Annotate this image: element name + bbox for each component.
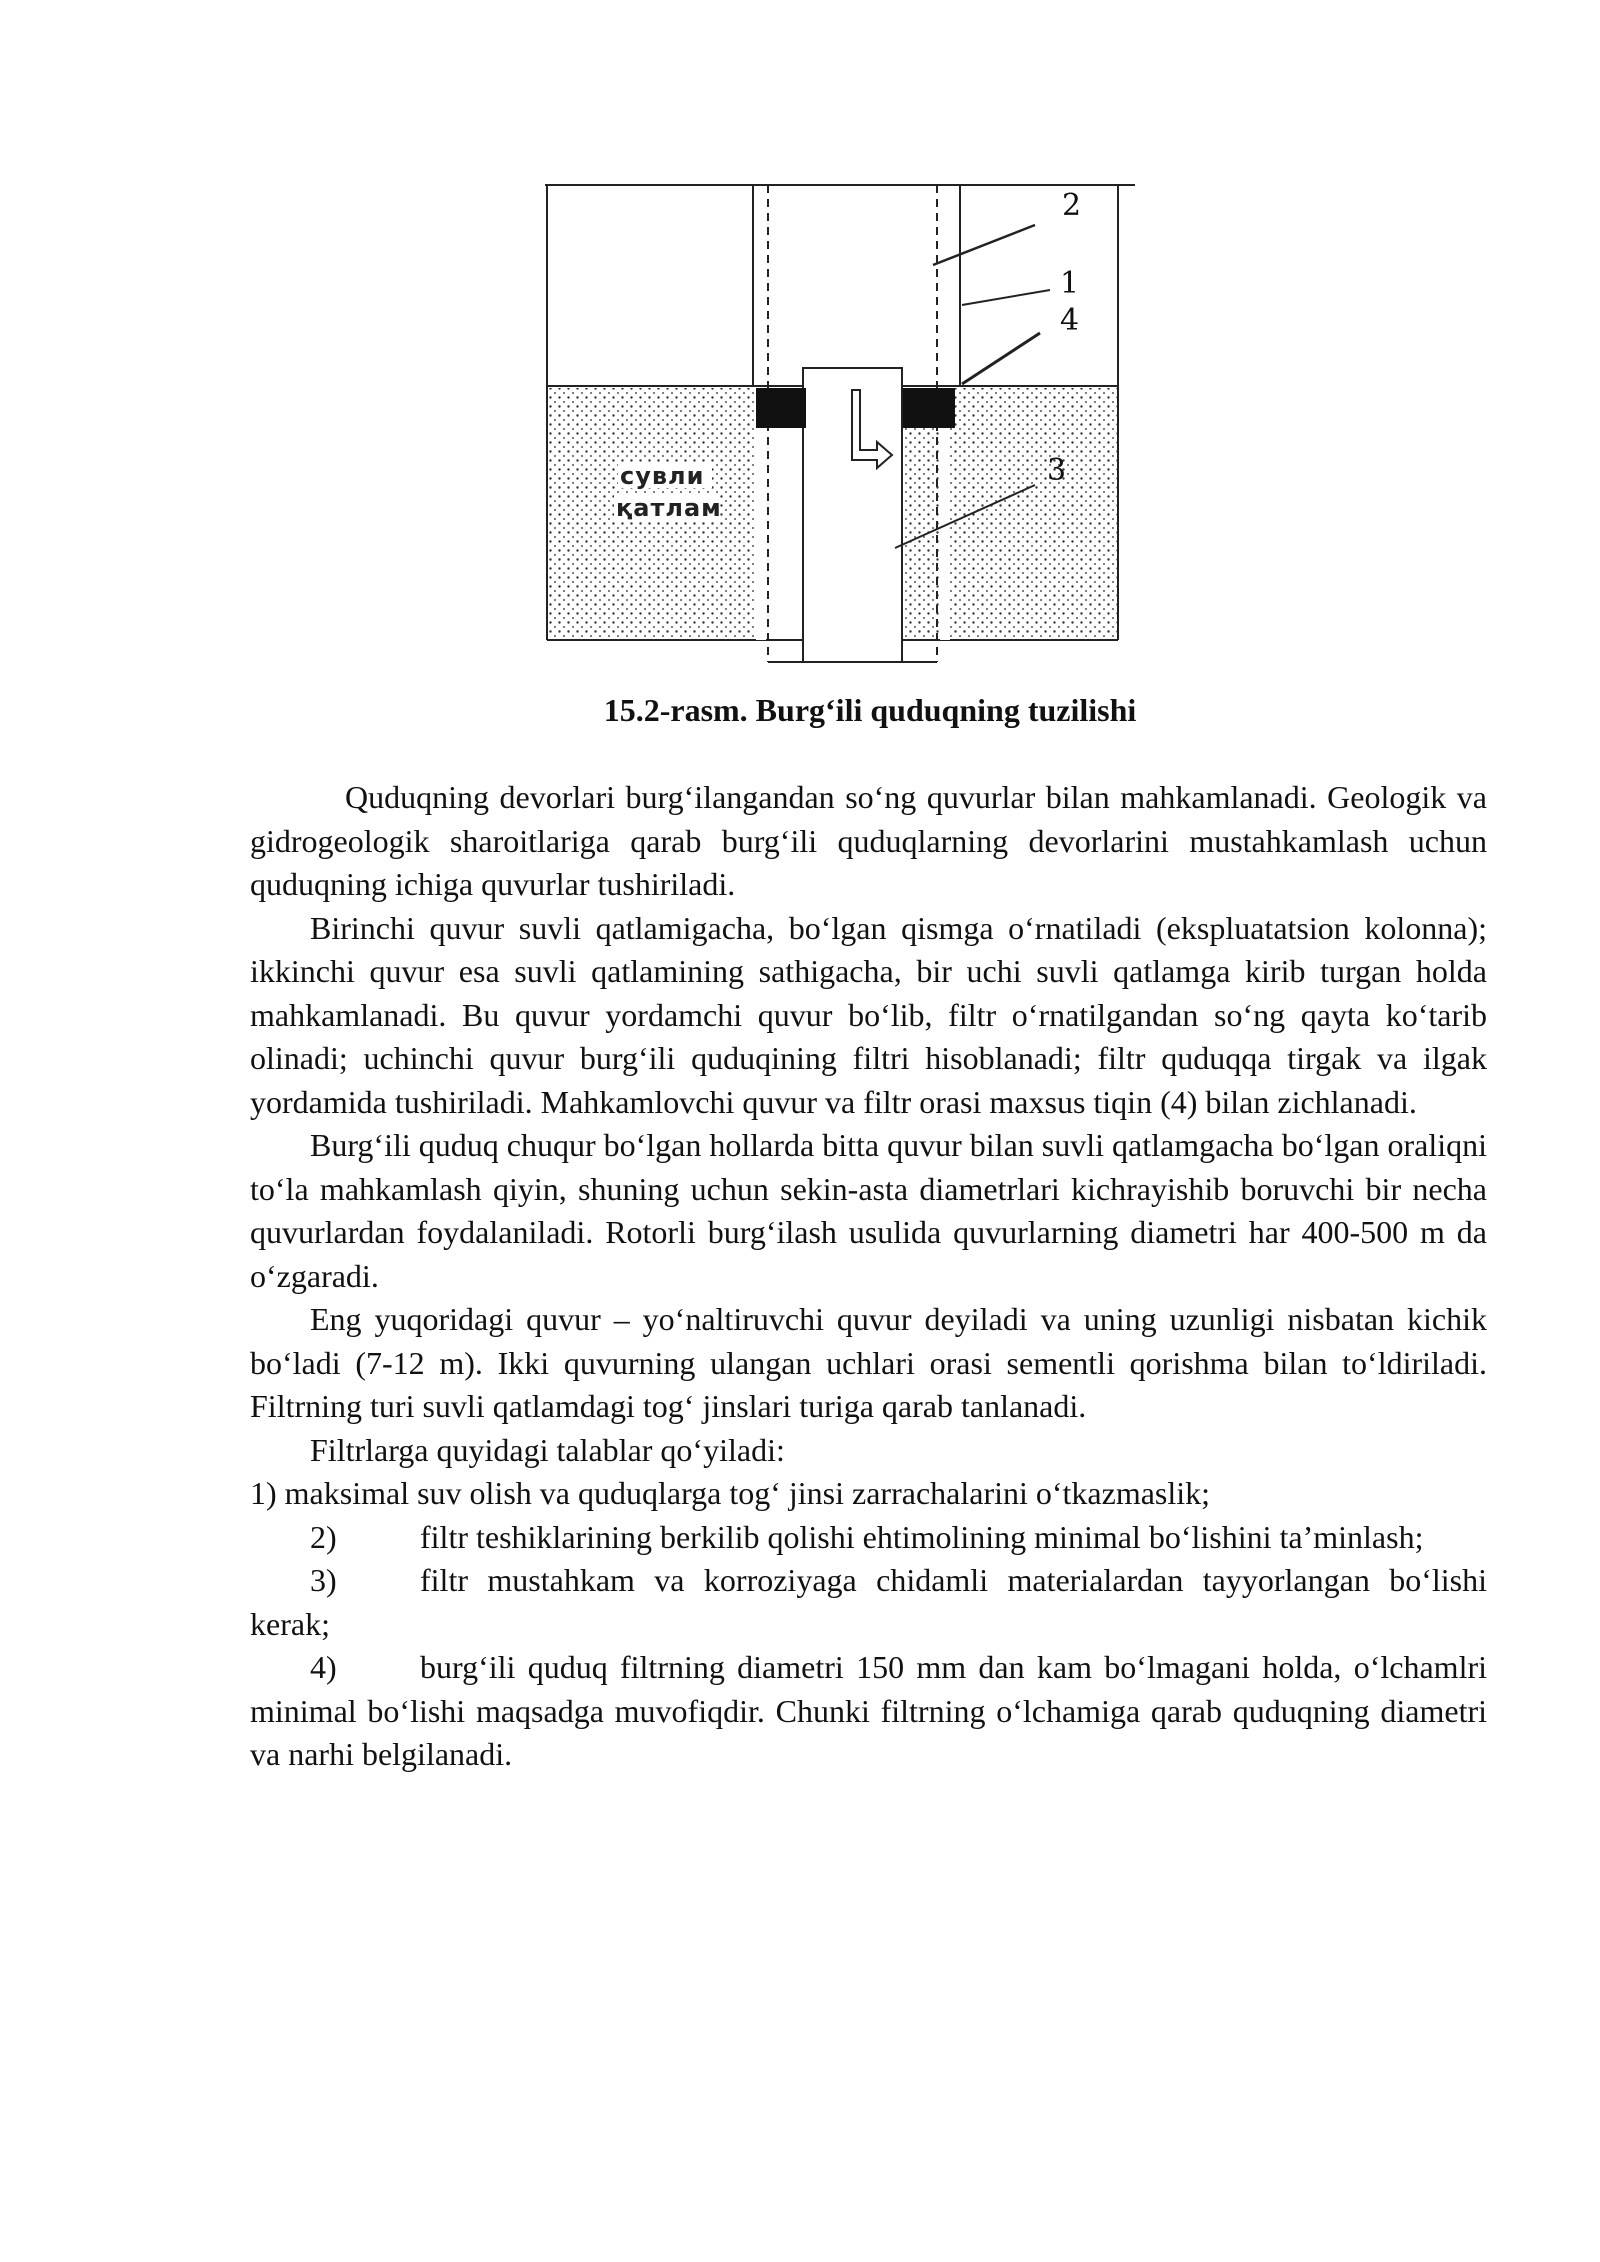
list-number: 4) [310, 1649, 337, 1685]
paragraph: Burg‘ili quduq chuqur bo‘lgan hollarda bitta quvur bilan suvli qatlamgacha bo‘lgan oraliqni to‘la mahkamlash qiyin, shuning uchun sekin-asta diametrlari kichrayishib boruvchi bir necha quvurlardan foydalaniladi. Rotorli burg‘ilash usulida quvurlarning diametri har 400-500 m da o‘zgaradi. [250, 1127, 1487, 1294]
list-text: filtr mustahkam va korroziyaga chidamli materialardan tayyorlangan bo‘lishi kerak; [250, 1562, 1487, 1642]
figure-label-2: 2 [1062, 188, 1082, 223]
body-text [250, 776, 1487, 1777]
paragraph: Eng yuqoridagi quvur – yo‘naltiruvchi quvur deyiladi va uning uzunligi nisbatan kichik bo‘ladi (7-12 m). Ikki quvurning ulangan uchlari orasi sementli qorishma bilan to‘ldiriladi. Filtrning turi suvli qatlamdagi tog‘ jinslari turiga qarab tanlanadi. [250, 1301, 1487, 1424]
figure-label-1: 1 [1060, 266, 1080, 301]
seal-plug-left [756, 388, 806, 428]
list-item-3 [250, 1559, 1487, 1646]
paragraph: Filtrlarga quyidagi talablar qo‘yiladi: [310, 1431, 785, 1468]
figure-label-3: 3 [1047, 453, 1067, 488]
list-text: filtr teshiklarining berkilib qolishi ehtimolining minimal bo‘lishini ta’minlash; [420, 1518, 1424, 1555]
well-structure-figure [530, 170, 1150, 680]
list-item-2 [250, 1516, 1487, 1560]
seal-plug-right [903, 388, 955, 428]
figure-caption: 15.2-rasm. Burg‘ili quduqning tuzilishi [603, 692, 1137, 728]
list-number: 2) [310, 1518, 337, 1555]
list-text: burg‘ili quduq filtrning diametri 150 mm dan kam bo‘lmagani holda, o‘lchamlri minimal bo‘lishi maqsadga muvofiqdir. Chunki filtrning o‘lchamiga qarab quduqning diametri va narhi belgilanadi. [250, 1649, 1487, 1772]
list-item-1: 1) maksimal suv olish va quduqlarga tog‘ jinsi zarrachalarini o‘tkazmaslik; [250, 1475, 1211, 1511]
paragraph: Quduqning devorlari burg‘ilangandan so‘ng quvurlar bilan mahkamlanadi. Geologik va gidrogeologik sharoitlariga qarab burg‘ili quduqlarning devorlarini mustahkamlash uchun quduqning ichiga quvurlar tushiriladi. [250, 779, 1487, 902]
layer-label-line2: қатлам [616, 494, 722, 522]
list-number: 3) [310, 1562, 337, 1598]
paragraph: Birinchi quvur suvli qatlamigacha, bo‘lgan qismga o‘rnatiladi (ekspluatatsion kolonna); ikkinchi quvur esa suvli qatlamining sathigacha, bir uchi suvli qatlamga kirib turgan holda mahkamlanadi. Bu quvur yordamchi quvur bo‘lib, filtr o‘rnatilgandan so‘ng qayta ko‘tarib olinadi; uchinchi quvur burg‘ili quduqining filtri hisoblanadi; filtr quduqqa tirgak va ilgak yordamida tushiriladi. Mahkamlovchi quvur va filtr orasi maxsus tiqin (4) bilan zichlanadi. [250, 909, 1487, 1120]
layer-label-line1: сувли [620, 462, 705, 490]
figure-label-4: 4 [1060, 303, 1080, 338]
list-item-4 [250, 1646, 1487, 1777]
